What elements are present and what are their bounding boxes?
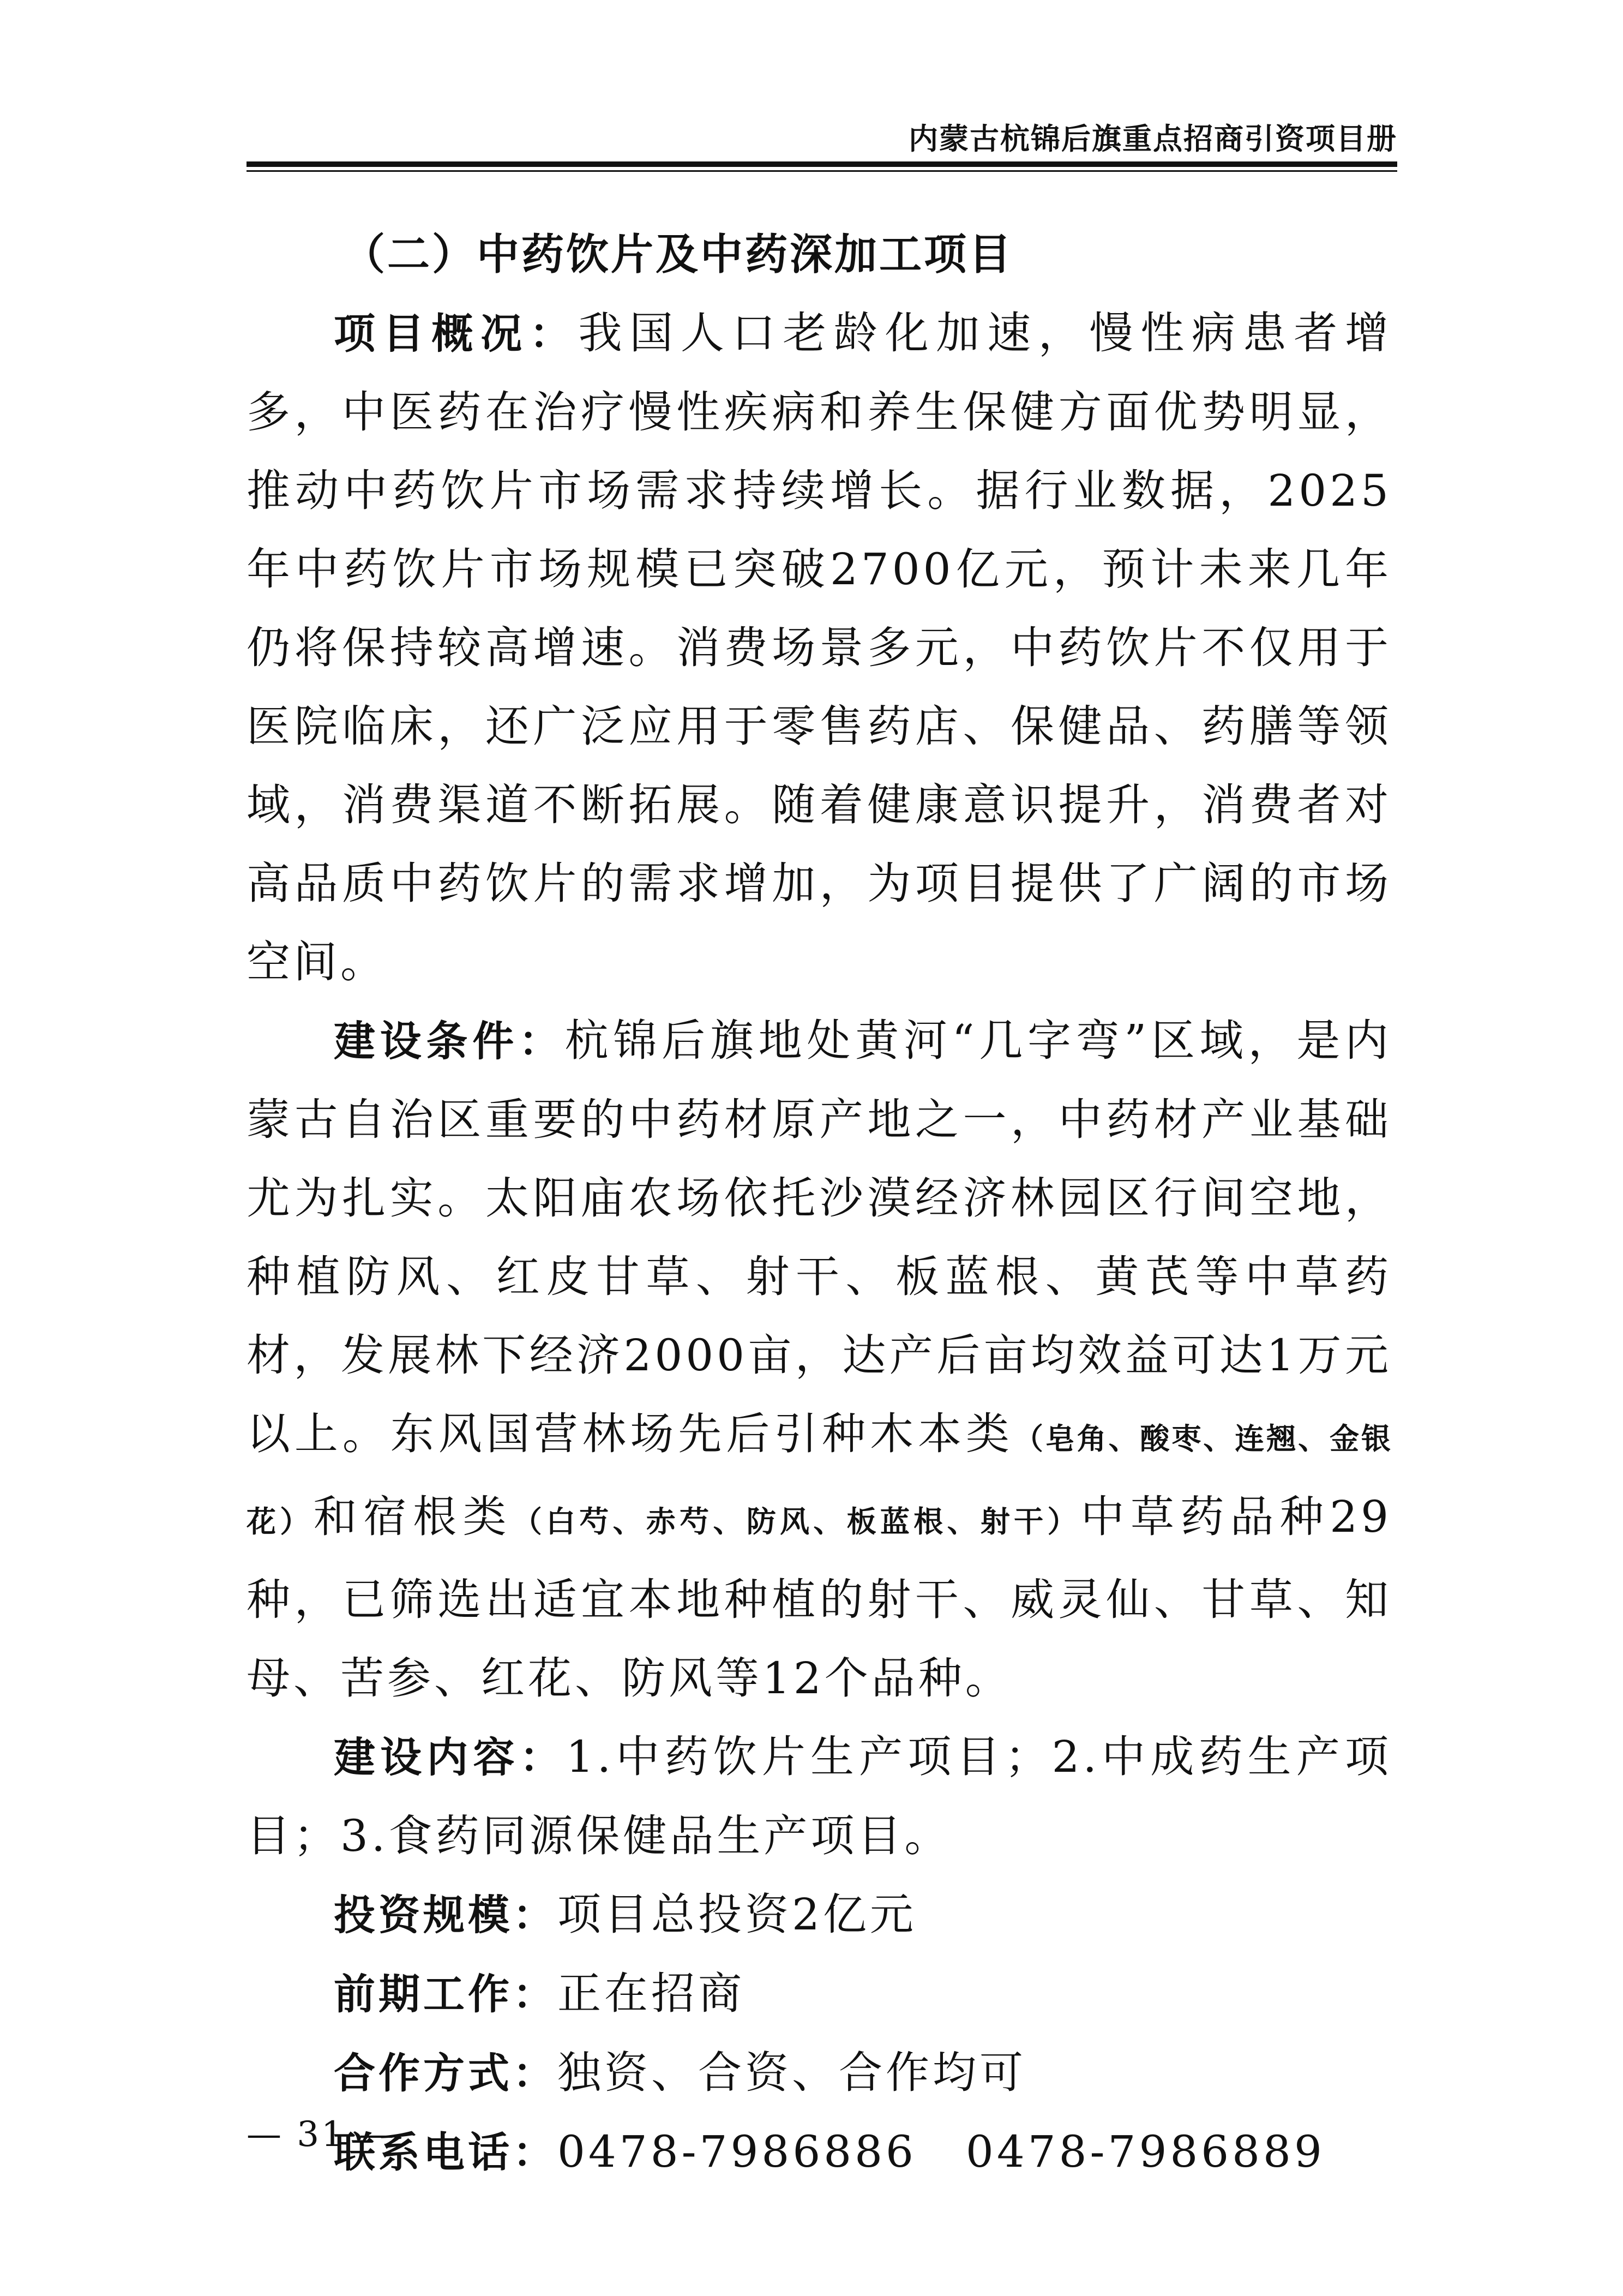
conditions-paragraph <box>247 1002 1392 1718</box>
perennial-species-note: （白芍、赤芍、防风、板蓝根、射干） <box>512 1504 1081 1539</box>
running-header-title: 内蒙古杭锦后旗重点招商引资项目册 <box>909 122 1397 156</box>
conditions-text-3: 中草药品种29种，已筛选出适宜本地种植的射干、威灵仙、甘草、知母、苦参、红花、防风等12个品种。 <box>247 1491 1392 1704</box>
header-rule-thin <box>247 170 1397 172</box>
header-rule-thick <box>247 161 1397 167</box>
overview-paragraph <box>247 294 1392 1002</box>
preliminary-text: 正在招商 <box>557 1968 745 2019</box>
overview-label: 项目概况： <box>334 309 579 358</box>
cooperation-line <box>247 2034 1392 2113</box>
preliminary-line <box>247 1955 1392 2034</box>
contact-label: 联系电话： <box>334 2128 557 2177</box>
preliminary-label: 前期工作： <box>334 1970 557 2018</box>
content-label: 建设内容： <box>334 1733 566 1782</box>
page-number: — 31 — <box>247 2114 396 2155</box>
phone-number-1: 0478-7986886 <box>557 2126 917 2177</box>
section-title: （二）中药饮片及中药深加工项目 <box>342 230 1014 279</box>
content-text: 1.中药饮片生产项目；2.中成药生产项目；3.食药同源保健品生产项目。 <box>247 1731 1392 1861</box>
investment-text: 项目总投资2亿元 <box>557 1889 917 1940</box>
phone-number-2: 0478-7986889 <box>965 2126 1325 2177</box>
conditions-label: 建设条件： <box>334 1017 565 1065</box>
content-paragraph <box>247 1718 1392 1875</box>
overview-text: 我国人口老龄化加速，慢性病患者增多，中医药在治疗慢性疾病和养生保健方面优势明显，推动中药饮片市场需求持续增长。据行业数据，2025年中药饮片市场规模已突破2700亿元，预计未来几年仍将保持较高增速。消费场景多元，中药饮片不仅用于医院临床，还广泛应用于零售药店、保健品、药膳等领域，消费渠道不断拓展。随着健康意识提升，消费者对高品质中药饮片的需求增加，为项目提供了广阔的市场空间。 <box>247 308 1392 987</box>
conditions-text-1: 杭锦后旗地处黄河“几字弯”区域，是内蒙古自治区重要的中药材原产地之一，中药材产业基础尤为扎实。太阳庙农场依托沙漠经济林园区行间空地，种植防风、红皮甘草、射干、板蓝根、黄芪等中草药材，发展林下经济2000亩，达产后亩均效益可达1万元以上。东风国营林场先后引种木本类 <box>247 1015 1392 1459</box>
investment-line <box>247 1875 1392 1955</box>
cooperation-label: 合作方式： <box>334 2049 557 2097</box>
document-body <box>247 215 1392 2192</box>
woody-species-note: （皂角、酸枣、连翘、金银花） <box>247 1421 1392 1539</box>
conditions-text-2: 和宿根类 <box>313 1491 513 1542</box>
investment-label: 投资规模： <box>334 1891 557 1939</box>
cooperation-text: 独资、合资、合作均可 <box>557 2047 1026 2098</box>
contact-line <box>247 2113 1392 2192</box>
